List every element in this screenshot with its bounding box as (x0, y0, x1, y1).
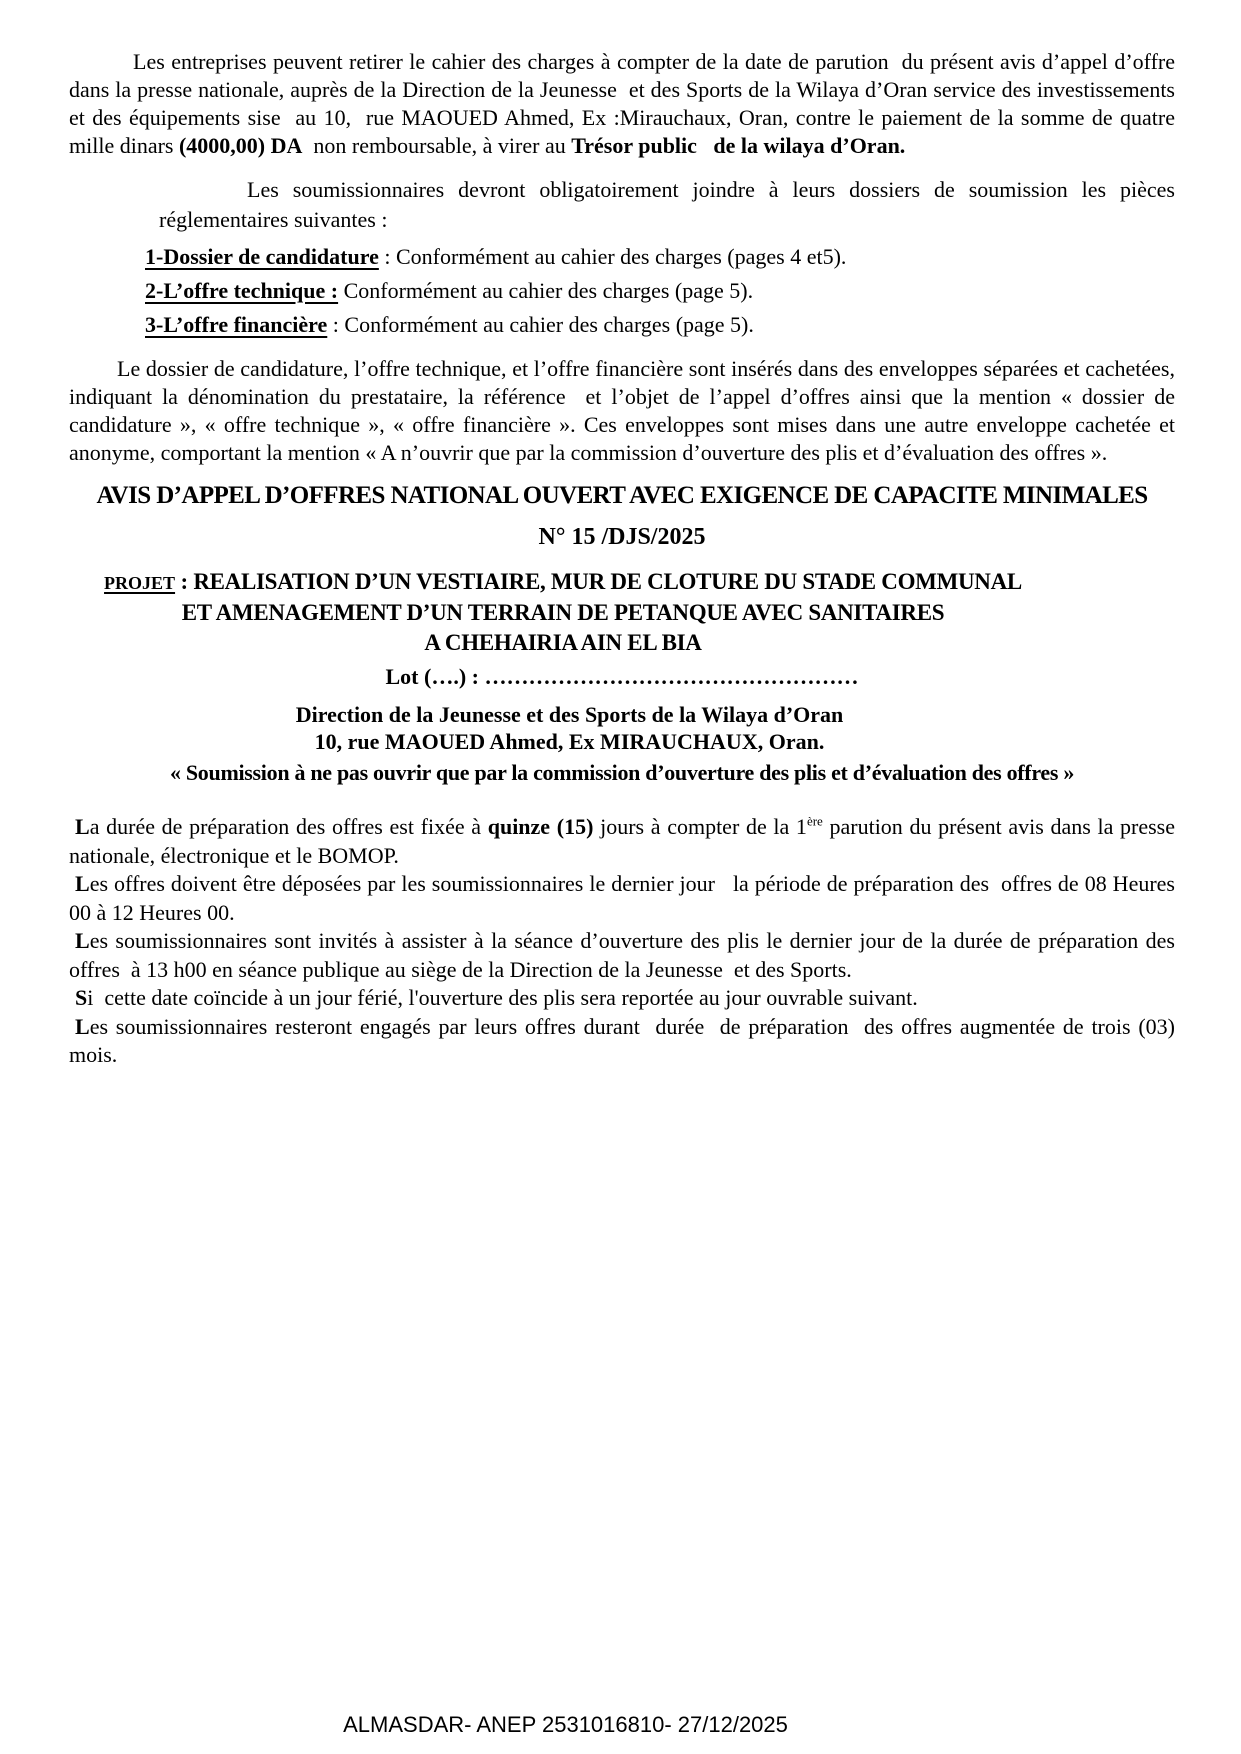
list-item-text: Conformément au cahier des charges (page 5). (338, 278, 754, 303)
paragraph-enveloppes: Le dossier de candidature, l’offre technique, et l’offre financière sont insérés dans des enveloppes séparées et cachetées, indiquant la dénomination du prestataire, la référence et l’objet de l’appel d’offres ainsi que la mention « dossier de candidature », « offre technique », « offre financière ». Ces enveloppes sont mises dans une autre enveloppe cachetée et anonyme, comportant la mention « A n’ouvrir que par la commission d’ouverture des plis et d’évaluation des offres ». (69, 356, 1181, 465)
paragraph-depot-offres (69, 870, 1181, 927)
text-run: non remboursable, à virer au (302, 133, 572, 158)
lead-letter: L (75, 871, 90, 896)
list-item-offre-technique (145, 274, 1175, 308)
project-title-text: REALISATION D’UN VESTIAIRE, MUR DE CLOTURE DU STADE COMMUNAL (193, 569, 1022, 594)
lot-line: Lot (….) : …………………………………………… (385, 664, 859, 689)
treasury-mention: Trésor public de la wilaya d’Oran. (571, 133, 906, 158)
list-item-offre-financiere (145, 308, 1175, 342)
paragraph-seance-ouverture (69, 927, 1181, 984)
list-item-text: : Conformément au cahier des charges (pages 4 et5). (378, 244, 847, 269)
text-run: es soumissionnaires resteront engagés par leurs offres durant durée de préparation des offres augmentée de trois (03) mois. (69, 1013, 1181, 1067)
text-run: a durée de préparation des offres est fixée à (89, 814, 488, 839)
list-item-dossier-candidature (145, 240, 1175, 274)
text-run: es offres doivent être déposées par les soumissionnaires le dernier jour la période de préparation des offres de 08 Heures 00 à 12 Heures 00. (69, 871, 1181, 925)
notice-number: N° 15 /DJS/2025 (538, 524, 706, 550)
lead-letter: L (75, 928, 90, 953)
text-run: i cette date coïncide à un jour férié, l'ouverture des plis sera reportée au jour ouvrable suivant. (87, 985, 918, 1010)
organization-block (69, 701, 1175, 755)
project-heading (69, 567, 1175, 658)
project-line-1 (69, 567, 1057, 598)
organization-address: 10, rue MAOUED Ahmed, Ex MIRAUCHAUX, Oran. (314, 729, 825, 754)
notice-title: AVIS D’APPEL D’OFFRES NATIONAL OUVERT AVEC EXIGENCE DE CAPACITE MINIMALES (96, 482, 1148, 509)
duration-value: quinze (15) (487, 814, 594, 839)
list-item-title: 1-Dossier de candidature (145, 244, 379, 269)
project-line-3: A CHEHAIRIA AIN EL BIA (424, 630, 702, 655)
text-run: es soumissionnaires sont invités à assister à la séance d’ouverture des plis le dernier jour de la durée de préparation des offres à 13 h00 en séance publique au siège de la Direction de la Jeunesse et des Sports. (69, 928, 1181, 982)
lead-letter: L (75, 814, 90, 839)
text-run: Les entreprises peuvent retirer le cahier des charges à compter de la date de parution du présent avis d’appel d’offre dans la presse nationale, auprès de la Direction de la Jeunesse et des Sports de la Wilaya d’Oran service des investissements et des équipements sise au 10, rue MAOUED Ahmed, Ex :Mirauchaux, Oran, contre le paiement de la somme de quatre mille dinars (69, 49, 1186, 158)
terms-section (69, 813, 1181, 1070)
text-run: parution du présent avis dans la presse nationale, électronique et le BOMOP. (69, 814, 1181, 868)
paragraph-duree-preparation (69, 813, 1181, 870)
project-colon: : (175, 569, 194, 594)
paragraph-jour-ferie (69, 984, 1175, 1013)
list-item-title: 2-L’offre technique : (145, 278, 339, 303)
lead-letter: L (75, 1013, 90, 1039)
lead-letter: S (75, 985, 88, 1010)
text-run: jours à compter de la 1 (593, 814, 807, 839)
list-item-title: 3-L’offre financière (145, 312, 328, 337)
submission-envelope-note: « Soumission à ne pas ouvrir que par la commission d’ouverture des plis et d’évaluation des offres » (169, 760, 1075, 785)
list-item-text: : Conformément au cahier des charges (page 5). (327, 312, 754, 337)
paragraph-pieces-reglementaires: Les soumissionnaires devront obligatoirement joindre à leurs dossiers de soumission les pièces réglementaires suivantes : (159, 177, 1181, 232)
organization-name: Direction de la Jeunesse et des Sports de la Wilaya d’Oran (295, 702, 844, 727)
project-line-2: ET AMENAGEMENT D’UN TERRAIN DE PETANQUE AVEC SANITAIRES (181, 600, 945, 625)
project-label: PROJET (104, 573, 176, 593)
paragraph-engagement-offres (69, 1013, 1181, 1070)
superscript-ordinal: ère (806, 813, 823, 829)
required-documents-list (145, 240, 1175, 342)
publication-footer: ALMASDAR- ANEP 2531016810- 27/12/2025 (343, 1712, 788, 1737)
paragraph-cahier-retrait (69, 48, 1186, 160)
amount-value: (4000,00) DA (178, 133, 303, 158)
